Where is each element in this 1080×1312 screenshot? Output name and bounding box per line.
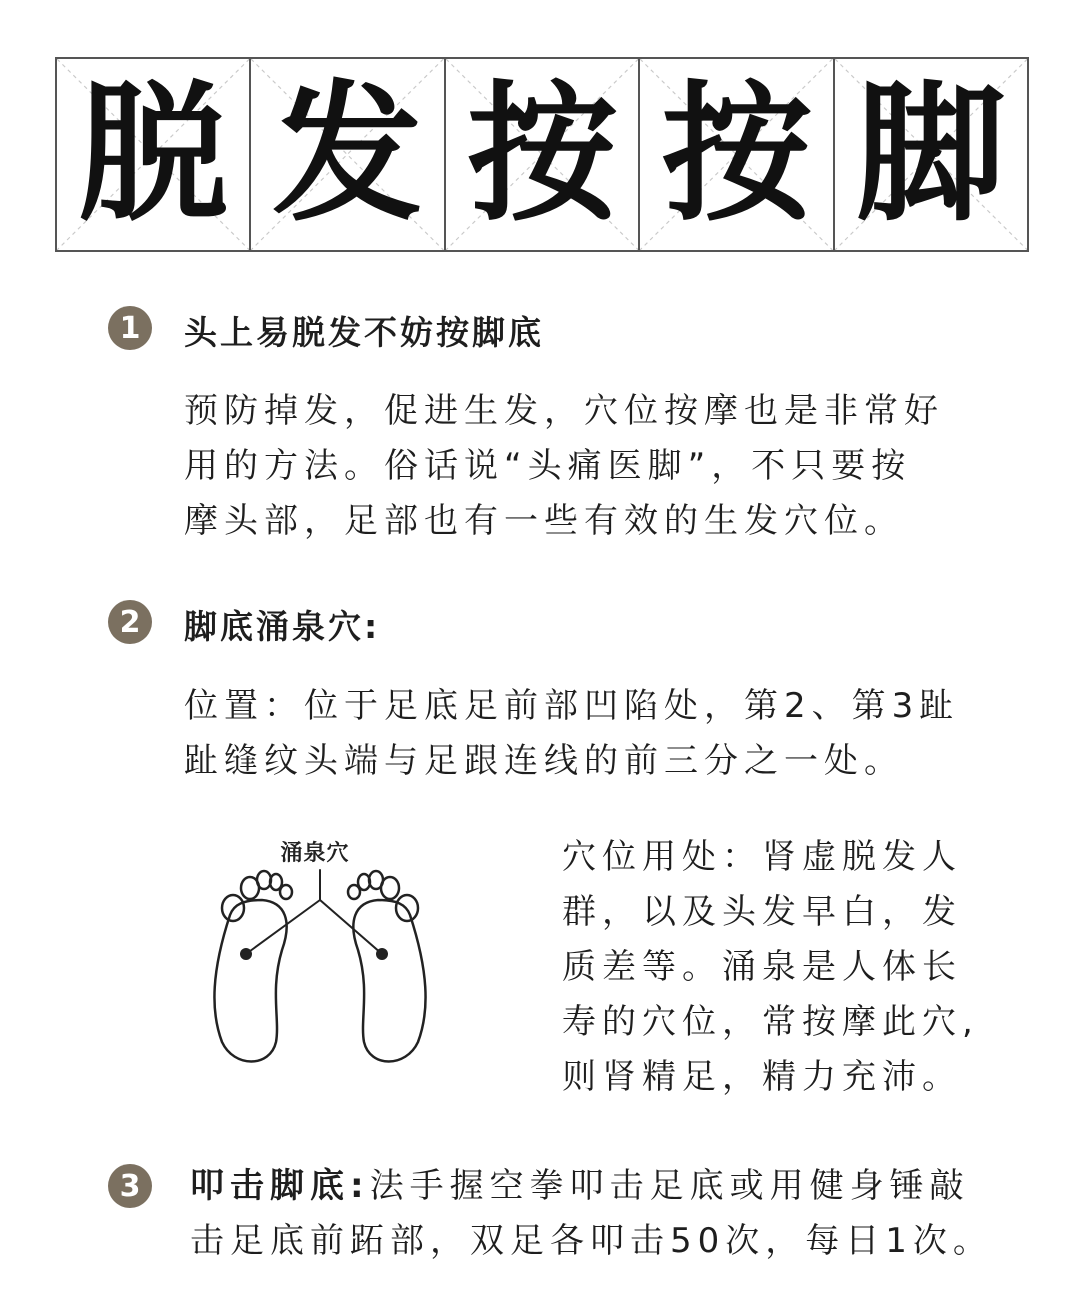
section-heading: 头上易脱发不妨按脚底 [184, 313, 544, 352]
title-cell [835, 59, 1027, 250]
paragraph-text: 法手握空拳叩击足底或用健身锤敲 [369, 1166, 970, 1206]
foot-illustration [200, 830, 440, 1070]
title-char: 脚 [855, 67, 1006, 242]
title-char: 按 [661, 67, 812, 242]
section-number-badge: 2 [108, 600, 152, 644]
section-paragraph [190, 1159, 993, 1269]
paragraph-line [190, 1159, 993, 1214]
paragraph-line: 预防掉发，促进生发，穴位按摩也是非常好 [184, 391, 944, 431]
paragraph-line: 群，以及头发早白，发 [562, 892, 962, 932]
section-heading: 叩击脚底: [190, 1166, 370, 1206]
section-number-badge: 3 [108, 1164, 152, 1208]
figure-label: 涌泉穴 [280, 841, 350, 866]
foot-soles-icon [200, 830, 440, 1070]
paragraph-line: 用的方法。俗话说“头痛医脚”，不只要按 [184, 446, 912, 486]
paragraph-line: 寿的穴位，常按摩此穴, [562, 1002, 979, 1042]
paragraph-line: 摩头部，足部也有一些有效的生发穴位。 [184, 501, 904, 541]
title-banner [55, 57, 1029, 252]
paragraph-line: 位置：位于足底足前部凹陷处，第2、第3趾 [184, 686, 960, 726]
title-cell [57, 59, 251, 250]
title-cell [251, 59, 445, 250]
paragraph-line: 则肾精足，精力充沛。 [562, 1057, 962, 1097]
title-char: 发 [272, 67, 423, 242]
section-paragraph [184, 384, 944, 549]
section-heading: 脚底涌泉穴: [184, 607, 381, 646]
paragraph-line: 趾缝纹头端与足跟连线的前三分之一处。 [184, 741, 904, 781]
title-char: 脱 [78, 67, 229, 242]
section-paragraph [184, 679, 959, 789]
title-cell [640, 59, 834, 250]
paragraph-line: 穴位用处：肾虚脱发人 [562, 837, 962, 877]
acupoint-usage-text [562, 830, 979, 1105]
title-cell [446, 59, 640, 250]
section-number-badge: 1 [108, 306, 152, 350]
title-char: 按 [467, 67, 618, 242]
paragraph-line: 质差等。涌泉是人体长 [562, 947, 962, 987]
paragraph-line: 击足底前跖部，双足各叩击50次，每日1次。 [190, 1221, 993, 1261]
